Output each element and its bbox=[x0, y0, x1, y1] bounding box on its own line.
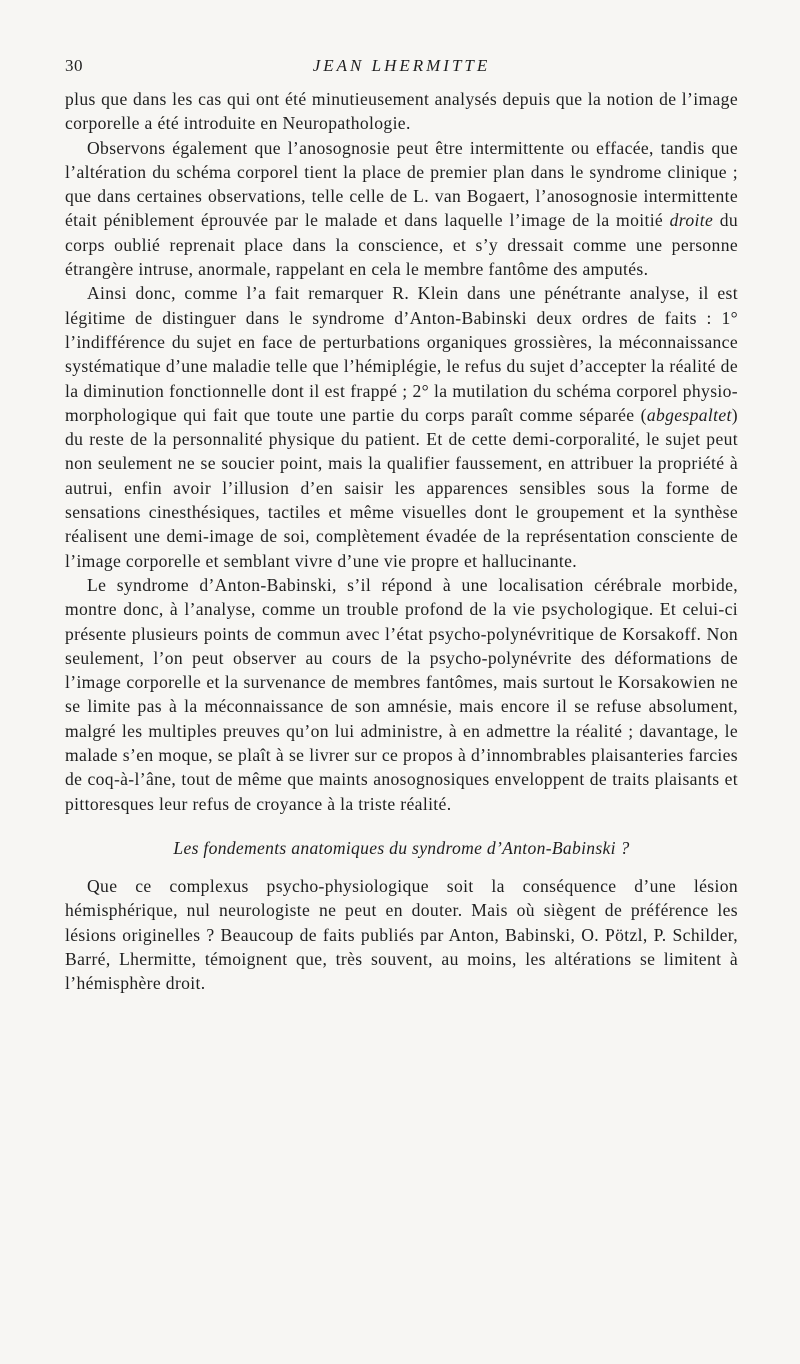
paragraph-2-text-a: Observons également que l’anosognosie peut être intermittente ou effacée, tandis que l’altération du schéma corporel tient la place de premier plan dans le syndrome clinique ; que dans certaines observations, telle celle de L. van Bogaert, l’anosognosie intermittente était péniblement éprouvée par le malade et dans laquelle l’image de la moitié bbox=[65, 137, 738, 231]
paragraph-5: Que ce complexus psycho-physiologique soit la conséquence d’une lésion hémisphérique, nul neurologiste ne peut en douter. Mais où siègent de préférence les lésions originelles ? Beaucoup de faits publiés par Anton, Babinski, O. Pötzl, P. Schilder, Barré, Lhermitte, témoignent que, très souvent, au moins, les altérations se limitent à l’hémisphère droit. bbox=[65, 875, 738, 994]
paragraph-3-text-a: Ainsi donc, comme l’a fait remarquer R. Klein dans une pénétrante analyse, il est légitime de distinguer dans le syndrome d’Anton-Babinski deux ordres de faits : 1° l’indifférence du sujet en face de perturbations organiques grossières, la méconnaissance systématique d’une maladie telle que l’hémiplégie, le refus du sujet d’accepter la réalité de la diminution fonctionnelle dont il est frappé ; 2° la mutilation du schéma corporel physio-morphologique qui fait que toute une partie du corps paraît comme séparée ( bbox=[65, 283, 738, 425]
paragraph-4: Le syndrome d’Anton-Babinski, s’il répond à une localisation cérébrale morbide, montre donc, à l’analyse, comme un trouble profond de la vie psychologique. Et celui-ci présente plusieurs points de commun avec l’état psycho-polynévritique de Korsakoff. Non seulement, l’on peut observer au cours de la psycho-polynévrite des déformations de l’image corporelle et la survenance de membres fantômes, mais surtout le Korsakowien ne se limite pas à la méconnaissance de son amnésie, mais encore il se refuse absolument, malgré les multiples preuves qu’on lui administre, à en admettre la réalité ; davantage, le malade s’en moque, se plaît à se livrer sur ce propos à d’innombrables plaisanteries farcies de coq-à-l’âne, tout de même que maints anosognosiques enveloppent de traits plaisants et pittoresques leur refus de croyance à la triste réalité. bbox=[65, 574, 738, 814]
paragraph-1: plus que dans les cas qui ont été minutieusement analysés depuis que la notion de l’image corporelle a été introduite en Neuropathologie. bbox=[65, 89, 738, 134]
paragraph-2 bbox=[65, 136, 738, 282]
paragraph-2-emphasis: droite bbox=[669, 210, 714, 231]
paragraph-3 bbox=[65, 281, 738, 573]
paragraph-3-emphasis: abgespaltet bbox=[646, 404, 732, 425]
running-head: JEAN LHERMITTE bbox=[312, 56, 491, 75]
page-number: 30 bbox=[65, 56, 83, 75]
page-header bbox=[65, 56, 738, 86]
section-heading: Les fondements anatomiques du syndrome d’Anton-Babinski ? bbox=[173, 837, 630, 858]
body-text bbox=[65, 87, 738, 995]
paragraph-2-text-b: du corps oublié reprenait place dans la conscience, et s’y dressait comme une personne étrangère intruse, anormale, rappelant en cela le membre fantôme des amputés. bbox=[65, 210, 738, 280]
paragraph-3-text-b: ) du reste de la personnalité physique du patient. Et de cette demi-corporalité, le sujet peut non seulement ne se soucier point, mais la qualifier faussement, en attribuer la propriété à autrui, enfin avoir l’illusion d’en saisir les apparences sensibles sous la forme de sensations cinesthésiques, tactiles et même visuelles dont le groupement et la synthèse réalisent une demi-image de soi, complètement évadée de la représentation consciente de l’image corporelle et semblant vivre d’une vie propre et hallucinante. bbox=[65, 404, 738, 571]
